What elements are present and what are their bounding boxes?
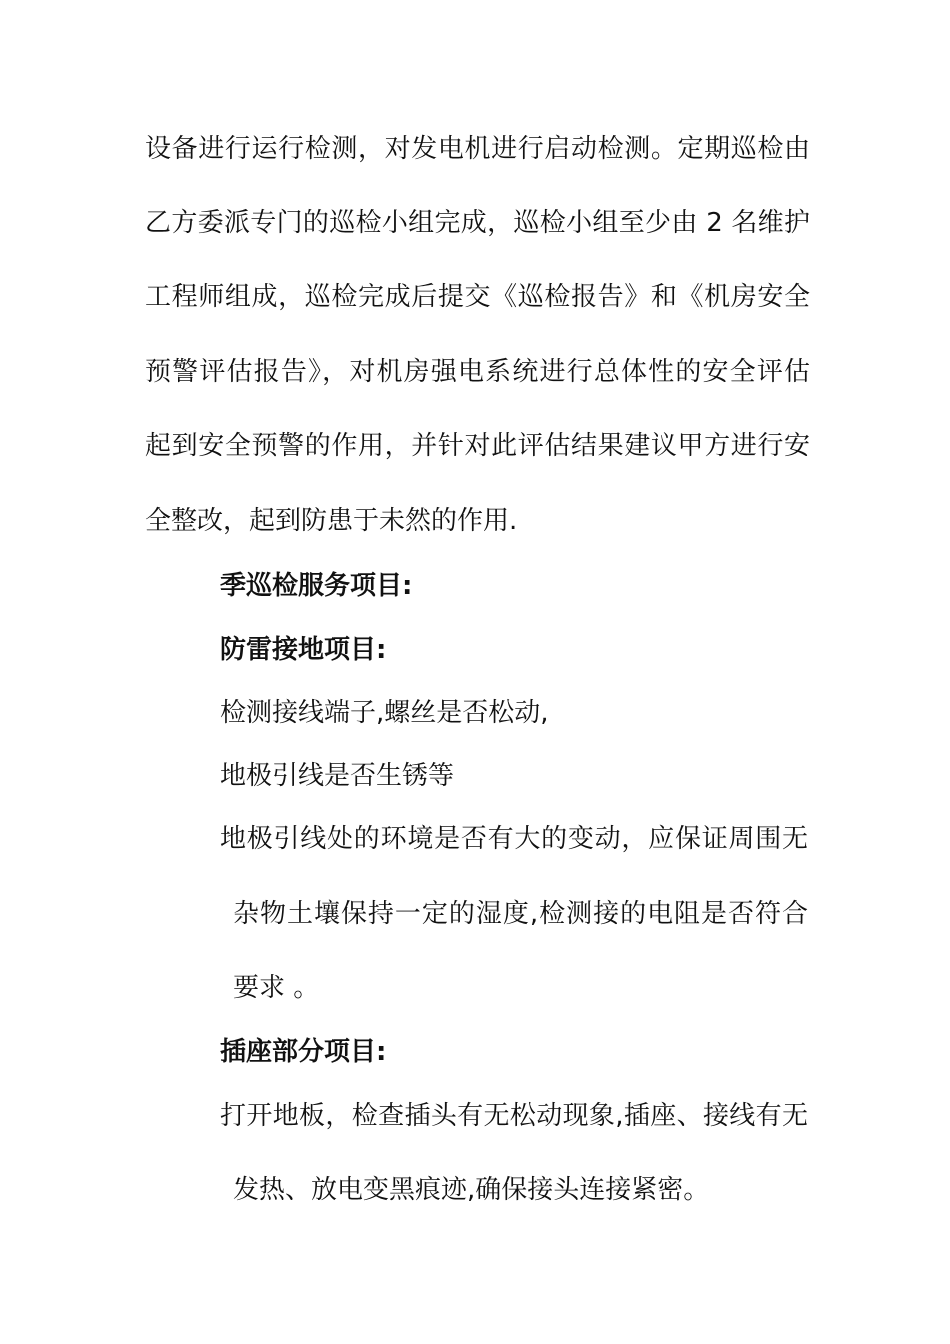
paragraph-line: 起到安全预警的作用，并针对此评估结果建议甲方进行安 (145, 431, 810, 461)
paragraph-line: 设备进行运行检测，对发电机进行启动检测。定期巡检由 (145, 134, 810, 164)
list-item: 地极引线处的环境是否有大的变动，应保证周围无 (220, 824, 808, 854)
lightning-grounding-heading: 防雷接地项目: (220, 635, 387, 665)
list-item: 检测接线端子,螺丝是否松动, (220, 698, 549, 728)
paragraph-line: 全整改，起到防患于未然的作用. (145, 506, 518, 536)
list-item: 打开地板，检查插头有无松动现象,插座、接线有无 (220, 1101, 808, 1131)
paragraph-line: 预警评估报告》，对机房强电系统进行总体性的安全评估 (145, 357, 810, 387)
socket-heading: 插座部分项目: (220, 1037, 387, 1067)
list-item-continuation: 要求 。 (233, 973, 320, 1003)
paragraph-line: 工程师组成，巡检完成后提交《巡检报告》和《机房安全 (145, 282, 810, 312)
paragraph-line: 乙方委派专门的巡检小组完成，巡检小组至少由 2 名维护 (145, 208, 810, 238)
list-item-continuation: 发热、放电变黑痕迹,确保接头连接紧密。 (233, 1175, 710, 1205)
list-item-continuation: 杂物土壤保持一定的湿度,检测接的电阻是否符合 (233, 899, 808, 929)
quarterly-inspection-heading: 季巡检服务项目: (220, 571, 413, 601)
list-item: 地极引线是否生锈等 (220, 761, 455, 791)
